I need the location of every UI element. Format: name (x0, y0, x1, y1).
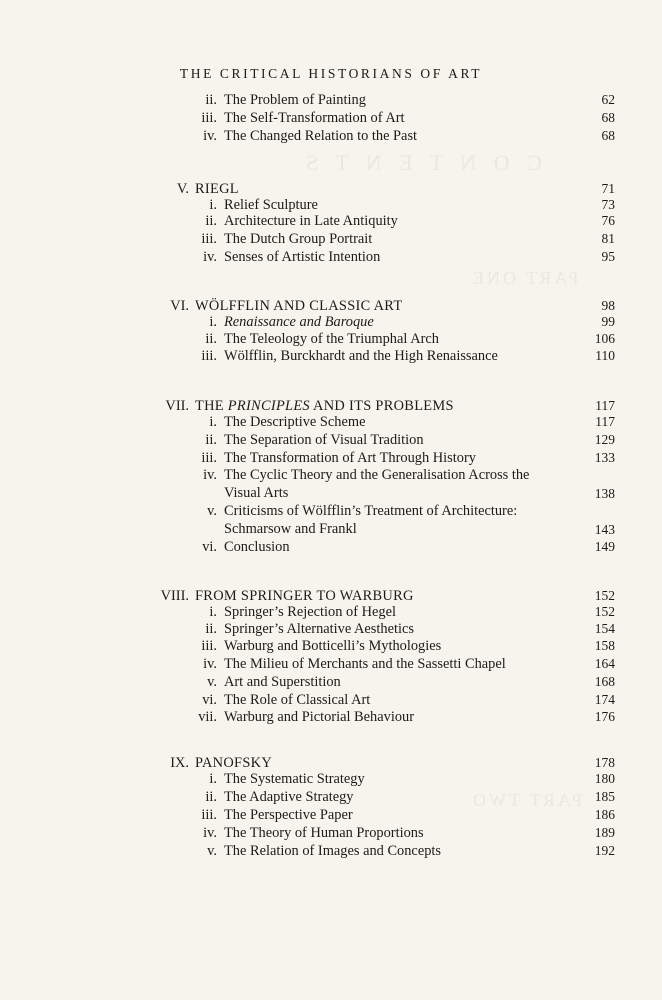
toc-entry: ii. Architecture in Late Antiquity 76 (205, 213, 615, 229)
toc-entry: vi. Conclusion 149 (202, 539, 615, 555)
toc-entry: i. The Systematic Strategy 180 (209, 771, 615, 787)
toc-entry: vii. Warburg and Pictorial Behaviour 176 (198, 709, 615, 725)
toc-entry: iv. The Theory of Human Proportions 189 (203, 825, 615, 841)
show-through-text: PART TWO (470, 790, 583, 810)
show-through-text: C O N T E N T S (300, 150, 542, 175)
toc-entry: i. The Descriptive Scheme 117 (209, 414, 615, 430)
toc-entry: iii. The Dutch Group Portrait 81 (201, 231, 615, 247)
toc-entry: iv. The Milieu of Merchants and the Sassetti Chapel 164 (203, 656, 615, 672)
toc-entry: iii. The Self-Transformation of Art 68 (201, 110, 615, 126)
toc-entry: ii. Springer’s Alternative Aesthetics 154 (205, 621, 615, 637)
chapter-heading: VIII. FROM SPRINGER TO WARBURG 152 (160, 588, 615, 604)
chapter-heading: V. RIEGL 71 (176, 181, 615, 197)
toc-entry: iii. Warburg and Botticelli’s Mythologies 158 (201, 638, 615, 654)
toc-entry: i. Renaissance and Baroque 99 (209, 314, 615, 330)
toc-entry: iii. The Perspective Paper 186 (201, 807, 615, 823)
toc-entry: v. The Relation of Images and Concepts 192 (207, 843, 615, 859)
page-number: 138 (594, 486, 615, 501)
toc-entry: v. Criticisms of Wölfflin’s Treatment of Architecture: (207, 503, 518, 519)
toc-entry: ii. The Teleology of the Triumphal Arch 106 (205, 331, 615, 347)
page-number: 143 (594, 522, 615, 537)
toc-entry: v. Art and Superstition 168 (207, 674, 615, 690)
chapter-heading: IX. PANOFSKY 178 (170, 755, 615, 771)
toc-entry: iv. Senses of Artistic Intention 95 (203, 249, 615, 265)
toc-entry: iii. Wölfflin, Burckhardt and the High Renaissance 110 (201, 348, 615, 364)
toc-entry: i. Springer’s Rejection of Hegel 152 (209, 604, 615, 620)
toc-entry: iv. The Cyclic Theory and the Generalisation Across the (203, 467, 530, 483)
chapter-heading: VII. THE PRINCIPLES AND ITS PROBLEMS 117 (165, 398, 615, 414)
running-head: THE CRITICAL HISTORIANS OF ART (179, 66, 483, 81)
toc-entry: vi. The Role of Classical Art 174 (202, 692, 615, 708)
toc-entry-continuation: Schmarsow and Frankl (224, 521, 357, 537)
toc-entry: iii. The Transformation of Art Through History 133 (201, 450, 615, 466)
toc-entry: ii. The Problem of Painting 62 (205, 92, 615, 108)
toc-entry: ii. The Separation of Visual Tradition 129 (205, 432, 615, 448)
chapter-heading: VI. WÖLFFLIN AND CLASSIC ART 98 (170, 298, 615, 314)
toc-entry: ii. The Adaptive Strategy 185 (205, 789, 615, 805)
show-through-text: PART ONE (470, 268, 579, 288)
toc-entry: iv. The Changed Relation to the Past 68 (203, 128, 615, 144)
toc-entry-continuation: Visual Arts (224, 485, 289, 501)
toc-entry: i. Relief Sculpture 73 (209, 197, 615, 213)
